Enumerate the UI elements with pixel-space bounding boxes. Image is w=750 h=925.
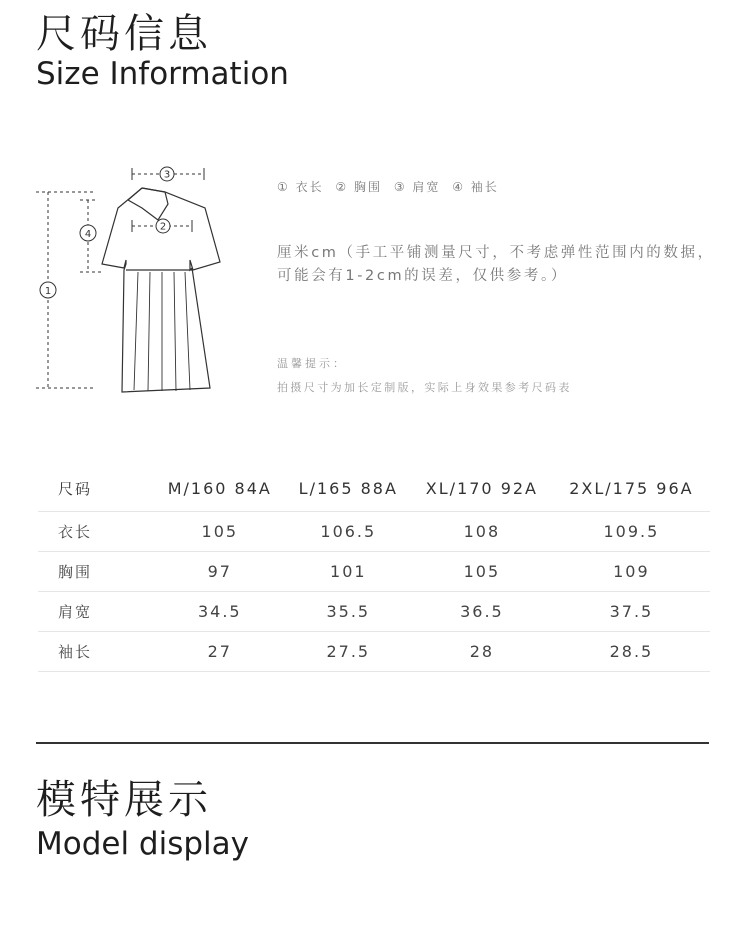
section-divider [36,742,709,744]
table-cell: 105 [411,552,553,592]
dress-size-diagram [30,160,230,400]
table-cell: 35.5 [286,592,411,632]
tip-text: 拍摄尺寸为加长定制版，实际上身效果参考尺码表 [277,381,572,394]
size-info-title-en: Size Information [36,56,289,92]
table-row [38,632,710,672]
model-display-title-cn: 模特展示 [36,777,212,823]
size-info-title-cn: 尺码信息 [36,11,212,57]
table-cell: 109.5 [553,512,710,552]
table-cell: 109 [553,552,710,592]
table-row [38,552,710,592]
table-cell: 34.5 [154,592,286,632]
table-row [38,592,710,632]
size-table-header [38,466,710,512]
table-cell: 36.5 [411,592,553,632]
row-label: 袖长 [38,632,154,672]
row-label: 衣长 [38,512,154,552]
size-table [38,466,710,672]
table-cell: 105 [154,512,286,552]
table-cell: 108 [411,512,553,552]
size-col-l: L/165 88A [286,466,411,512]
table-cell: 97 [154,552,286,592]
model-display-title-en: Model display [36,826,250,862]
table-row [38,512,710,552]
marker-4-label: 4 [84,229,92,240]
table-cell: 28 [411,632,553,672]
legend-chest: ② 胸围 [335,180,382,194]
legend-shoulder: ③ 肩宽 [393,180,441,194]
table-cell: 27.5 [286,632,411,672]
marker-1-label: 1 [44,286,52,297]
row-label: 胸围 [38,552,154,592]
size-header-label: 尺码 [38,466,154,512]
table-cell: 101 [286,552,411,592]
table-cell: 37.5 [553,592,710,632]
marker-2-label: 2 [159,221,167,233]
measurement-legend [277,178,499,195]
tip-title: 温馨提示： [277,357,347,370]
size-col-m: M/160 84A [154,466,286,512]
table-cell: 27 [154,632,286,672]
legend-sleeve: ④ 袖长 [452,180,499,194]
size-col-2xl: 2XL/175 96A [553,466,710,512]
table-cell: 106.5 [286,512,411,552]
row-label: 肩宽 [38,592,154,632]
dress-outline [102,188,220,392]
measurement-note: 厘米cm（手工平铺测量尺寸，不考虑弹性范围内的数据，可能会有1-2cm的误差，仅供参考。） [277,245,715,284]
collar-left [128,188,168,220]
legend-length: ① 衣长 [277,180,324,194]
marker-3-label: 3 [163,169,171,181]
size-col-xl: XL/170 92A [411,466,553,512]
table-cell: 28.5 [553,632,710,672]
